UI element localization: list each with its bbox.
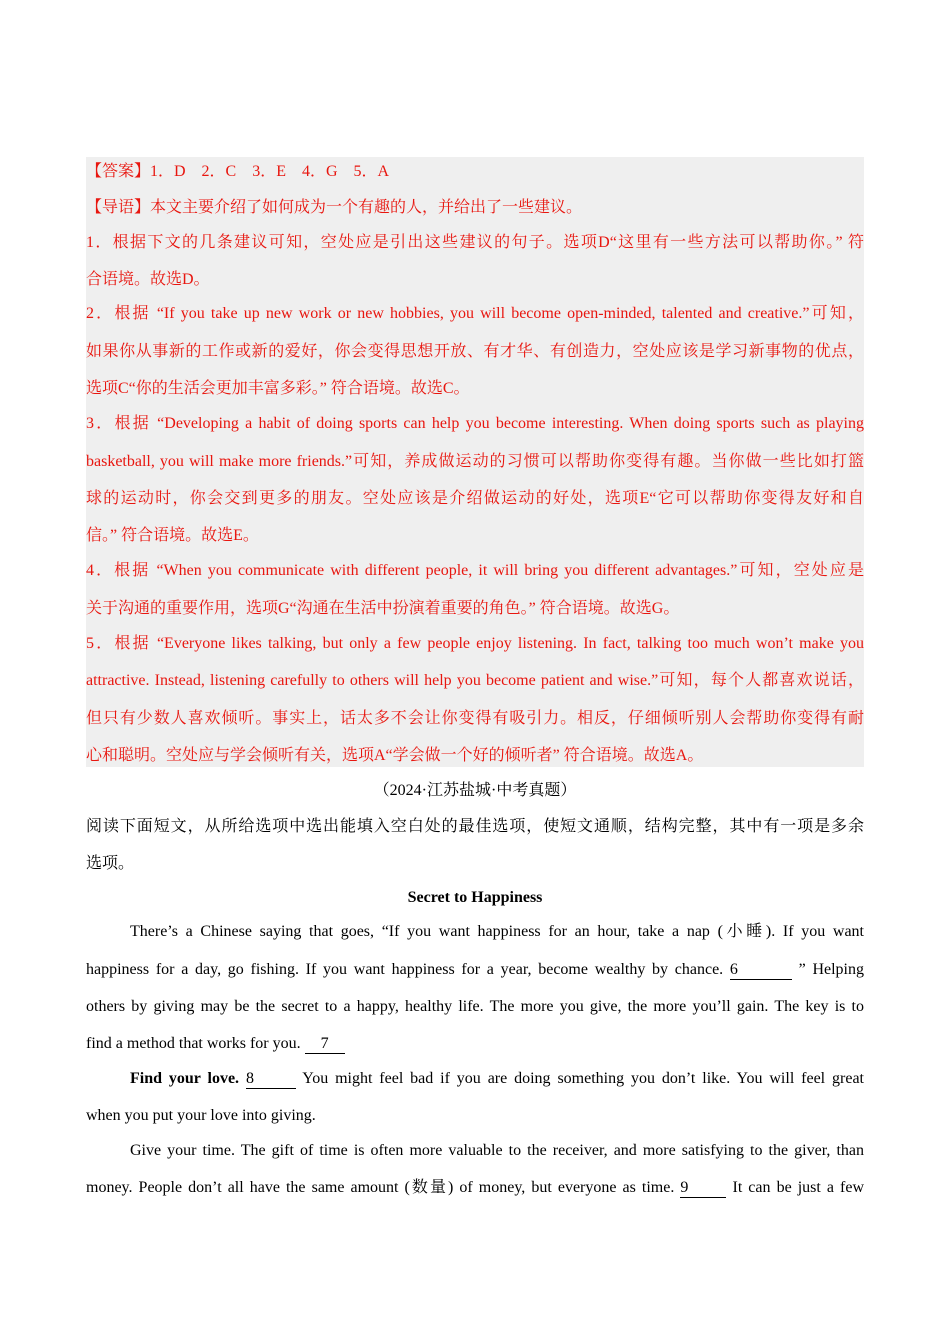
explanation-5-line-3: 但只有少数人喜欢倾听。事实上，话太多不会让你变得有吸引力。相反，仔细倾听别人会帮助你变得有耐 xyxy=(86,710,864,727)
explanation-1-line-2: 合语境。故选D。 xyxy=(86,271,210,288)
explanation-2-line-2: 如果你从事新的工作或新的爱好，你会变得思想开放、有才华、有创造力，空处应该是学习新事物的优点， xyxy=(86,343,864,360)
paragraph-2-line-2: when you put your love into giving. xyxy=(86,1107,316,1124)
paragraph-3-line-2 xyxy=(86,1177,864,1199)
paragraph-1-line-2-text: happiness for a day, go fishing. If you want happiness for a year, become wealthy by chance. xyxy=(86,961,724,978)
explanation-3-line-4: 信。” 符合语境。故选E。 xyxy=(86,527,259,544)
find-your-love-heading: Find your love. xyxy=(130,1070,240,1087)
paragraph-1-line-1: There’s a Chinese saying that goes, “If you want happiness for an hour, take a nap (小睡). If you want xyxy=(130,923,864,940)
answer-line: 【答案】1．D 2．C 3．E 4．G 5．A xyxy=(86,163,390,180)
explanation-4-line-2: 关于沟通的重要作用，选项G“沟通在生活中扮演着重要的角色。” 符合语境。故选G。 xyxy=(86,600,680,617)
blank-8[interactable]: 8 xyxy=(246,1070,296,1089)
explanation-3-line-2: basketball, you will make more friends.”可知，养成做运动的习惯可以帮助你变得有趣。当你做一些比如打篮 xyxy=(86,453,864,470)
passage-title: Secret to Happiness xyxy=(407,889,543,906)
paragraph-2-line-1-text: You might feel bad if you are doing something you don’t like. You will feel great xyxy=(302,1070,864,1087)
explanation-5-line-1: 5．根据 “Everyone likes talking, but only a few people enjoy listening. In fact, talking too much won’t make you xyxy=(86,635,864,652)
blank-7[interactable]: 7 xyxy=(305,1035,345,1054)
paragraph-1-line-2 xyxy=(86,959,864,981)
explanation-5-line-2: attractive. Instead, listening carefully to others will help you become patient and wise.”可知，每个人都喜欢说话， xyxy=(86,672,864,689)
paragraph-1-line-4 xyxy=(86,1033,864,1055)
question-source: （2024·江苏盐城·中考真题） xyxy=(373,782,577,799)
paragraph-3-line-1: Give your time. The gift of time is often more valuable to the receiver, and more satisfying to the giver, than xyxy=(130,1142,864,1159)
explanation-3-line-3: 球的运动时，你会交到更多的朋友。空处应该是介绍做运动的好处，选项E“它可以帮助你变得友好和自 xyxy=(86,490,864,507)
explanation-2-line-1: 2．根据 “If you take up new work or new hobbies, you will become open-minded, talented and creative.”可知， xyxy=(86,305,864,322)
paragraph-1-line-4-text: find a method that works for you. xyxy=(86,1035,301,1052)
instructions-line-2: 选项。 xyxy=(86,855,135,872)
blank-6[interactable]: 6 xyxy=(730,961,792,980)
explanation-4-line-1: 4．根据 “When you communicate with different people, it will bring you different advantages.”可知，空处应是 xyxy=(86,562,864,579)
blank-9[interactable]: 9 xyxy=(680,1179,726,1198)
explanation-1-line-1: 1．根据下文的几条建议可知，空处应是引出这些建议的句子。选项D“这里有一些方法可以帮助你。” 符 xyxy=(86,234,864,251)
paragraph-3-line-2-text: money. People don’t all have the same amount (数量) of money, but everyone as time. xyxy=(86,1179,675,1196)
explanation-3-line-1: 3．根据 “Developing a habit of doing sports can help you become interesting. When doing sports such as playing xyxy=(86,415,864,432)
paragraph-1-line-3: others by giving may be the secret to a happy, healthy life. The more you give, the more you’ll gain. The key is to xyxy=(86,998,864,1015)
paragraph-1-line-2-tail: ” Helping xyxy=(798,961,864,978)
explanation-2-line-3: 选项C“你的生活会更加丰富多彩。” 符合语境。故选C。 xyxy=(86,380,470,397)
paragraph-3-line-2-tail: It can be just a few xyxy=(732,1179,865,1196)
paragraph-2-line-1 xyxy=(86,1068,864,1090)
guide-line: 【导语】本文主要介绍了如何成为一个有趣的人，并给出了一些建议。 xyxy=(86,199,583,216)
instructions-line-1: 阅读下面短文，从所给选项中选出能填入空白处的最佳选项，使短文通顺，结构完整，其中有一项是多余 xyxy=(86,818,864,835)
explanation-5-line-4: 心和聪明。空处应与学会倾听有关，选项A“学会做一个好的倾听者” 符合语境。故选A。 xyxy=(86,747,704,764)
